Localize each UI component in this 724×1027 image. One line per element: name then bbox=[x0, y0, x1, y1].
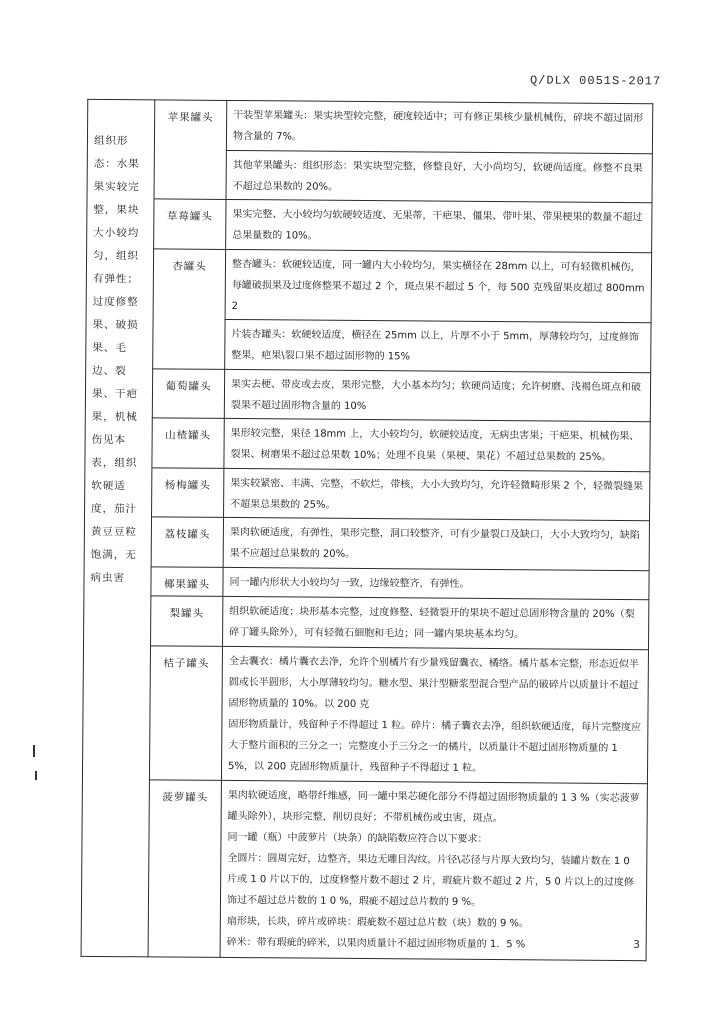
requirement-cell bbox=[224, 369, 650, 422]
requirement-text: 果肉软硬适度，有弹性，果形完整，洞口较整齐，可有少量裂口及缺口，大小大致均匀，缺陷果不应超过总果数的 20%。 bbox=[229, 527, 640, 561]
requirement-text: 固形物质量计，残留种子不得超过 1 粒。碎片：橘子囊衣去净，组织软硬适度，每片完整度应大于整片面积的三分之一；完整度小于三分之一的橘片，以质量计不超过固形物质量的 15%，以 200 克固形物质量计，残留种子不得超过 1 粒。 bbox=[228, 718, 642, 774]
requirement-cell bbox=[224, 419, 650, 472]
table-row bbox=[84, 566, 649, 600]
product-name-cell: 桔子罐头 bbox=[149, 646, 222, 781]
requirement-text: 整杏罐头：软硬较适度，同一罐内大小较均匀，果实横径在 28mm 以上，可有轻微机械伤，每罐破损果及过度修整果不超过 2 个，斑点果不超过 5 个，每 500 克残留果皮超过 800mm2 bbox=[231, 258, 645, 312]
requirement-cell bbox=[221, 646, 648, 784]
requirement-text: 扇形块，长块，碎片或碎块：瑕疵数不超过总片数（块）数的 9 %。 bbox=[226, 916, 530, 930]
table-row bbox=[85, 467, 650, 521]
requirement-cell bbox=[223, 518, 649, 571]
product-name-cell: 草莓罐头 bbox=[154, 199, 226, 249]
requirement-cell bbox=[226, 199, 652, 252]
requirement-cell bbox=[226, 150, 652, 203]
requirement-cell bbox=[224, 468, 650, 521]
table-row bbox=[85, 368, 650, 422]
requirement-cell bbox=[223, 567, 649, 600]
requirement-text: 果实去梗、带皮或去皮，果形完整，大小基本均匀；软硬尚适度；允许树磨、浅褐色斑点和破裂果不超过固形物含量的 10% bbox=[230, 378, 642, 412]
table-row bbox=[85, 418, 650, 472]
product-name-cell: 椰果罐头 bbox=[151, 567, 223, 597]
table-row bbox=[86, 248, 652, 323]
requirement-cell bbox=[226, 100, 652, 153]
table-row bbox=[87, 99, 652, 153]
requirement-text: 碎米：带有瑕疵的碎米，以果肉质量计不超过固形物质量的 1．5 % bbox=[226, 937, 526, 951]
requirement-text: 果形较完整，果径 18mm 上，大小较均匀，软硬较适度，无病虫害果；干疤果、机械伤果、裂果、树磨果不超过总果数 10%；处理不良果（果梗、果花）不超过总果数的 25%。 bbox=[230, 428, 640, 464]
product-name-cell: 梨罐头 bbox=[151, 596, 223, 646]
quality-spec-table bbox=[81, 99, 654, 961]
product-name-cell: 杏罐头 bbox=[153, 248, 226, 369]
page-number: 3 bbox=[633, 938, 640, 951]
table-row bbox=[87, 198, 652, 252]
scan-mark bbox=[35, 771, 37, 780]
requirement-text: 果实完整、大小较均匀软硬较适度、无果蒂，干疤果、僵果、带叶果、带果梗果的数量不超过总果量数的 10%。 bbox=[232, 209, 643, 242]
table-row bbox=[82, 645, 648, 784]
table-body bbox=[81, 99, 653, 960]
product-name-cell: 荔枝罐头 bbox=[151, 517, 223, 567]
requirement-cell bbox=[220, 780, 647, 960]
requirement-text: 果实较紧密、丰满、完整，不软烂，带核，大小大致均匀，允许轻微畸形果 2 个，轻微裂缝果不超果总果数的 25%。 bbox=[230, 477, 644, 511]
product-name-cell: 菠萝罐头 bbox=[148, 780, 221, 957]
requirement-text: 同一罐（瓶）中菠萝片（块条）的缺陷数应符合以下要求： bbox=[227, 832, 488, 846]
scan-mark bbox=[33, 745, 35, 757]
table-row bbox=[84, 517, 649, 571]
requirement-text: 干装型苹果罐头：果实块型较完整，硬度较适中；可有修正果核少量机械伤，碎块不超过固形物含量的 7%。 bbox=[232, 109, 644, 143]
requirement-text: 全圆片：圆周完好，边整齐，果边无雕目沟纹，片径\芯径与片厚大致均匀，装罐片数在 1 0 片或 1 0 片以下的，过度修整片数不超过 2 片，瑕疵片数不超过 2 片，5 0 片以上的过度修饰过不超过总片数的 1 0 %，瑕疵不超过总片数的 9 %。 bbox=[226, 853, 634, 909]
product-name-cell: 杨梅罐头 bbox=[152, 468, 224, 518]
table-row bbox=[84, 595, 649, 649]
requirement-text: 其他苹果罐头：组织形态：果实块型完整，修整良好，大小尚均匀，软硬尚适度。修整不良果不超过总果数的 20%。 bbox=[232, 159, 643, 193]
group-label-cell: 组织形态：水果果实较完整，果块大小较均匀，组织有弹性；过度修整果、破损果、毛边、裂果、干疤果，机械伤见本表，组织软硬适度，茄汁黄豆豆粒饱满，无病虫害 bbox=[81, 99, 155, 956]
requirement-cell bbox=[225, 320, 651, 373]
requirement-text: 同一罐内形状大小较均匀一致，边缘较整齐，有弹性。 bbox=[229, 576, 470, 590]
requirement-cell bbox=[223, 597, 649, 650]
document-code: Q/DLX 0051S-2017 bbox=[529, 73, 662, 89]
product-name-cell: 山楂罐头 bbox=[152, 418, 224, 468]
table-row bbox=[81, 779, 647, 960]
requirement-text: 片装杏罐头：软硬较适度，横径在 25mm 以上，片厚不小于 5mm，厚薄较均匀，过度修饰整果，疤果\裂口果不超过固形物的 15% bbox=[231, 329, 640, 363]
requirement-text: 果肉软硬适度，略带纤维感，同一罐中果芯硬化部分不得超过固形物质量的 1 3 %（实芯菠萝罐头除外），块形完整，削切良好；不带机械伤或虫害，斑点。 bbox=[227, 790, 640, 825]
product-name-cell: 苹果罐头 bbox=[154, 100, 227, 200]
requirement-cell bbox=[225, 249, 652, 323]
requirement-text: 组织软硬适度；块形基本完整，过度修整、轻微裂开的果块不超过总固形物含量的 20%（梨碎丁罐头除外），可有轻微石細胞和毛边；同一罐内果块基本均匀。 bbox=[229, 606, 635, 641]
requirement-text: 全去囊衣：橘片囊衣去净，允许个别橘片有少量残留囊衣、橘络。橘片基本完整，形态近似半圆或长半圆形，大小厚薄较均匀。糖水型、果汁型糖浆型混合型产品的破碎片以质量计不超过固形物质量的 10%。以 200 克 bbox=[228, 655, 639, 710]
product-name-cell: 葡萄罐头 bbox=[152, 369, 224, 419]
